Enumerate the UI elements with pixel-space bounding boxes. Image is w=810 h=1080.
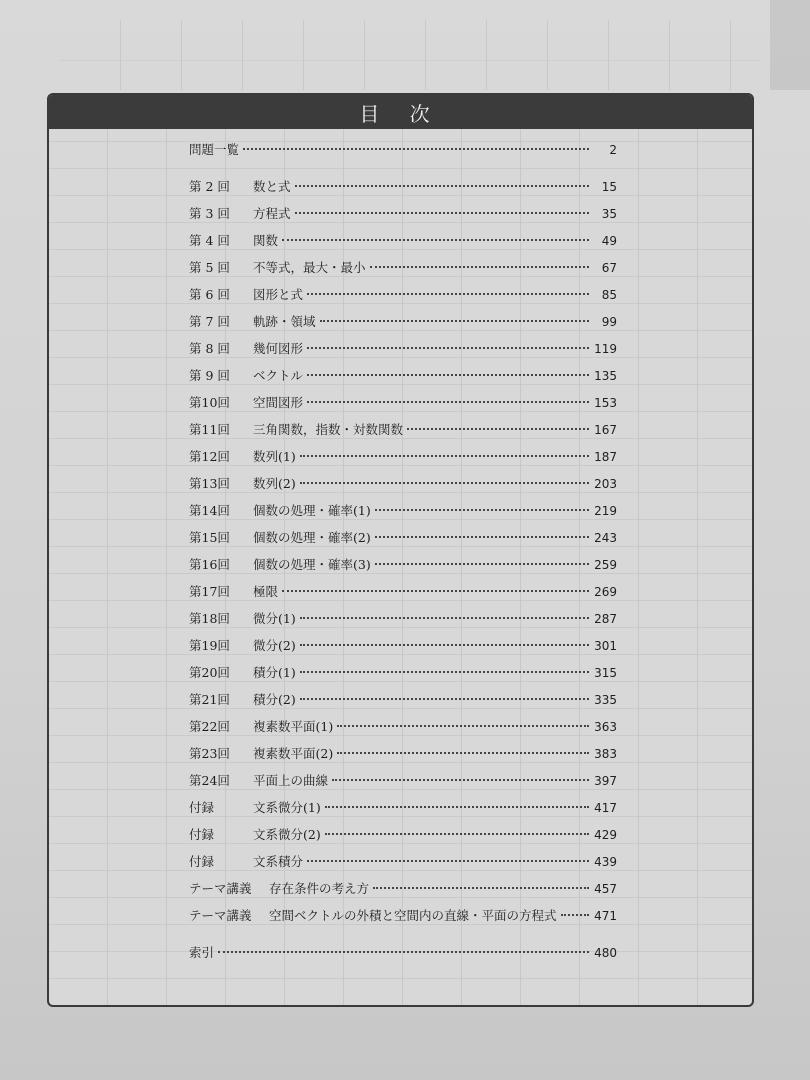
toc-entry-number: 第 3 回: [189, 206, 230, 221]
toc-spacer: [189, 933, 617, 943]
toc-entry[interactable]: [189, 943, 617, 970]
toc-leader-dots: [337, 752, 589, 754]
toc-entry-title: 存在条件の考え方: [269, 881, 370, 896]
toc-leader-dots: [307, 347, 589, 349]
toc-entry[interactable]: [189, 717, 617, 744]
toc-entry-page: 363: [594, 720, 617, 734]
toc-entry-title: 積分(1): [253, 665, 296, 680]
toc-entry[interactable]: [189, 366, 617, 393]
toc-entry-title: ベクトル: [253, 368, 304, 383]
toc-entry[interactable]: [189, 285, 617, 312]
toc-entry-number: 第17回: [189, 584, 230, 599]
toc-entry-page: 67: [601, 261, 617, 275]
toc-entry-page: 471: [594, 909, 617, 923]
toc-entry-title: 軌跡・領域: [253, 314, 316, 329]
toc-entry-title: 図形と式: [253, 287, 304, 302]
toc-entry-page: 35: [601, 207, 617, 221]
toc-entry[interactable]: [189, 140, 617, 167]
toc-list: [189, 140, 617, 970]
toc-leader-dots: [295, 212, 589, 214]
toc-entry-number: 第20回: [189, 665, 230, 680]
toc-entry[interactable]: [189, 690, 617, 717]
toc-entry-number: 第18回: [189, 611, 230, 626]
toc-entry-number: 第10回: [189, 395, 230, 410]
toc-leader-dots: [370, 266, 589, 268]
toc-entry[interactable]: [189, 663, 617, 690]
toc-entry-number: 第 2 回: [189, 179, 230, 194]
toc-entry-page: 335: [594, 693, 617, 707]
toc-entry-number: 第 6 回: [189, 287, 230, 302]
toc-entry-number: 第14回: [189, 503, 230, 518]
toc-entry-page: 187: [594, 450, 617, 464]
toc-leader-dots: [337, 725, 589, 727]
toc-entry-page: 2: [609, 143, 617, 157]
toc-entry-page: 480: [594, 946, 617, 960]
toc-entry-page: 135: [594, 369, 617, 383]
toc-entry-number: 第13回: [189, 476, 230, 491]
page-edge-shadow: [770, 0, 810, 90]
toc-header: [49, 95, 752, 129]
toc-entry-number: 第 5 回: [189, 260, 230, 275]
toc-leader-dots: [282, 239, 589, 241]
toc-entry-number: 第22回: [189, 719, 230, 734]
toc-entry-title: 数列(2): [253, 476, 296, 491]
toc-entry[interactable]: [189, 906, 617, 933]
toc-entry-title: 数列(1): [253, 449, 296, 464]
toc-entry[interactable]: [189, 528, 617, 555]
toc-leader-dots: [307, 374, 589, 376]
toc-leader-dots: [300, 644, 589, 646]
toc-entry-title: 複素数平面(2): [253, 746, 334, 761]
toc-entry-title: 空間図形: [253, 395, 304, 410]
toc-entry-number: 付録: [189, 827, 215, 842]
toc-entry-page: 49: [601, 234, 617, 248]
toc-entry-title: 複素数平面(1): [253, 719, 334, 734]
toc-entry[interactable]: [189, 231, 617, 258]
toc-entry[interactable]: [189, 339, 617, 366]
toc-entry[interactable]: [189, 609, 617, 636]
toc-entry-title: 三角関数，指数・対数関数: [253, 422, 404, 437]
toc-entry-number: 第19回: [189, 638, 230, 653]
toc-entry-page: 119: [594, 342, 617, 356]
toc-entry-page: 167: [594, 423, 617, 437]
toc-entry-page: 315: [594, 666, 617, 680]
toc-entry-number: 第 7 回: [189, 314, 230, 329]
toc-entry-page: 99: [601, 315, 617, 329]
toc-entry-number: 第12回: [189, 449, 230, 464]
toc-entry-title: 空間ベクトルの外積と空間内の直線・平面の方程式: [269, 908, 557, 923]
toc-entry-page: 301: [594, 639, 617, 653]
toc-entry-title: 個数の処理・確率(2): [253, 530, 371, 545]
toc-entry-page: 153: [594, 396, 617, 410]
toc-entry-title: 関数: [253, 233, 279, 248]
toc-entry-number: 付録: [189, 800, 215, 815]
toc-entry-number: 付録: [189, 854, 215, 869]
toc-leader-dots: [300, 671, 589, 673]
toc-leader-dots: [375, 536, 589, 538]
toc-entry-number: 第21回: [189, 692, 230, 707]
toc-entry-number: テーマ講義: [189, 881, 252, 896]
toc-entry-title: 文系微分(1): [253, 800, 321, 815]
toc-entry[interactable]: [189, 771, 617, 798]
toc-entry-page: 439: [594, 855, 617, 869]
toc-leader-dots: [307, 293, 589, 295]
toc-entry[interactable]: [189, 636, 617, 663]
toc-entry[interactable]: [189, 582, 617, 609]
toc-leader-dots: [300, 482, 589, 484]
toc-entry-page: 383: [594, 747, 617, 761]
toc-entry[interactable]: [189, 312, 617, 339]
toc-leader-dots: [320, 320, 589, 322]
toc-entry-page: 269: [594, 585, 617, 599]
toc-leader-dots: [295, 185, 589, 187]
toc-entry-page: 85: [601, 288, 617, 302]
toc-entry-page: 219: [594, 504, 617, 518]
toc-entry-number: 第11回: [189, 422, 230, 437]
toc-title: 目 次: [359, 101, 442, 126]
toc-entry-number: テーマ講義: [189, 908, 252, 923]
toc-entry-title: 文系微分(2): [253, 827, 321, 842]
toc-entry-number: 第16回: [189, 557, 230, 572]
toc-leader-dots: [407, 428, 589, 430]
toc-entry[interactable]: [189, 501, 617, 528]
toc-entry[interactable]: [189, 879, 617, 906]
toc-entry-number: 第 4 回: [189, 233, 230, 248]
toc-entry-page: 397: [594, 774, 617, 788]
toc-entry-title: 数と式: [253, 179, 291, 194]
toc-entry-page: 15: [601, 180, 617, 194]
toc-entry-title: 微分(2): [253, 638, 296, 653]
toc-entry[interactable]: [189, 447, 617, 474]
toc-entry[interactable]: [189, 474, 617, 501]
toc-entry-page: 243: [594, 531, 617, 545]
toc-leader-dots: [300, 698, 589, 700]
toc-entry[interactable]: [189, 177, 617, 204]
toc-leader-dots: [375, 563, 589, 565]
toc-entry[interactable]: [189, 258, 617, 285]
toc-entry[interactable]: [189, 798, 617, 825]
table-of-contents-box: [47, 93, 754, 1007]
toc-entry-title: 問題一覧: [189, 142, 240, 157]
toc-leader-dots: [307, 401, 589, 403]
toc-spacer: [189, 167, 617, 177]
toc-entry-title: 文系積分: [253, 854, 304, 869]
toc-leader-dots: [325, 806, 589, 808]
toc-entry-number: 第24回: [189, 773, 230, 788]
toc-entry[interactable]: [189, 555, 617, 582]
toc-entry-title: 個数の処理・確率(1): [253, 503, 371, 518]
toc-entry-title: 極限: [253, 584, 279, 599]
toc-entry-page: 287: [594, 612, 617, 626]
toc-entry-title: 積分(2): [253, 692, 296, 707]
toc-entry-page: 259: [594, 558, 617, 572]
toc-leader-dots: [373, 887, 589, 889]
toc-entry-number: 第15回: [189, 530, 230, 545]
toc-entry[interactable]: [189, 393, 617, 420]
toc-leader-dots: [561, 914, 589, 916]
toc-leader-dots: [325, 833, 589, 835]
toc-entry-title: 不等式，最大・最小: [253, 260, 366, 275]
toc-entry[interactable]: [189, 852, 617, 879]
toc-leader-dots: [282, 590, 589, 592]
toc-leader-dots: [375, 509, 589, 511]
toc-leader-dots: [243, 148, 589, 150]
toc-entry-page: 417: [594, 801, 617, 815]
toc-leader-dots: [300, 617, 589, 619]
toc-entry-page: 457: [594, 882, 617, 896]
toc-entry[interactable]: [189, 204, 617, 231]
bleed-through-background: [60, 20, 760, 90]
toc-entry-title: 個数の処理・確率(3): [253, 557, 371, 572]
toc-entry[interactable]: [189, 420, 617, 447]
toc-leader-dots: [218, 951, 589, 953]
toc-entry-title: 平面上の曲線: [253, 773, 329, 788]
toc-entry-title: 方程式: [253, 206, 291, 221]
toc-leader-dots: [332, 779, 589, 781]
toc-entry-page: 429: [594, 828, 617, 842]
toc-leader-dots: [307, 860, 589, 862]
toc-entry-title: 索引: [189, 945, 215, 960]
toc-entry-title: 幾何図形: [253, 341, 304, 356]
toc-entry[interactable]: [189, 825, 617, 852]
toc-entry-number: 第23回: [189, 746, 230, 761]
toc-entry-title: 微分(1): [253, 611, 296, 626]
toc-entry-page: 203: [594, 477, 617, 491]
toc-leader-dots: [300, 455, 589, 457]
toc-entry-number: 第 8 回: [189, 341, 230, 356]
toc-entry[interactable]: [189, 744, 617, 771]
toc-entry-number: 第 9 回: [189, 368, 230, 383]
